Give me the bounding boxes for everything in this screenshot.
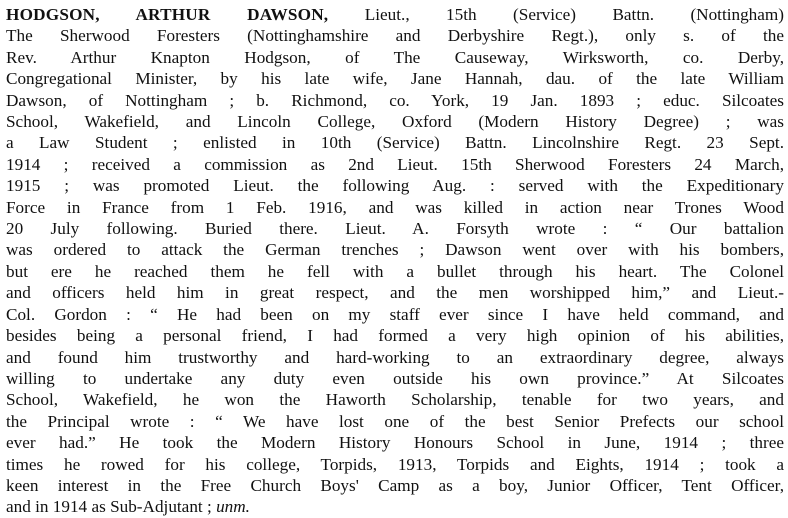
entry-line-23: keen interest in the Free Church Boys' Camp as a boy, Junior Officer, Tent Officer,	[6, 475, 784, 495]
entry-line-24	[6, 496, 784, 517]
entry-line-5: Dawson, of Nottingham ; b. Richmond, co. York, 19 Jan. 1893 ; educ. Silcoates	[6, 90, 784, 110]
entry-line-22: times he rowed for his college, Torpids, 1913, Torpids and Eights, 1914 ; took a	[6, 454, 784, 474]
entry-name: HODGSON, ARTHUR DAWSON,	[6, 5, 329, 24]
entry-line-17: and found him trustworthy and hard-working to an extraordinary degree, always	[6, 347, 784, 367]
entry-line-2: The Sherwood Foresters (Nottinghamshire and Derbyshire Regt.), only s. of the	[6, 26, 784, 46]
entry-line-21: ever had.” He took the Modern History Honours School in June, 1914 ; three	[6, 433, 784, 453]
entry-line-text: Lieut., 15th (Service) Battn. (Nottingham)	[328, 5, 784, 24]
entry-line-19: School, Wakefield, he won the Haworth Scholarship, tenable for two years, and	[6, 390, 784, 410]
entry-line-6: School, Wakefield, and Lincoln College, Oxford (Modern History Degree) ; was	[6, 112, 784, 132]
entry-line-9: 1915 ; was promoted Lieut. the following Aug. : served with the Expeditionary	[6, 176, 784, 196]
unmarried-abbreviation: unm.	[216, 497, 250, 517]
entry-line-4: Congregational Minister, by his late wife, Jane Hannah, dau. of the late William	[6, 69, 784, 89]
entry-line-15: Col. Gordon : “ He had been on my staff ever since I have held command, and	[6, 304, 784, 324]
entry-line-18: willing to undertake any duty even outside his own province.” At Silcoates	[6, 368, 784, 388]
entry-line-8: 1914 ; received a commission as 2nd Lieut. 15th Sherwood Foresters 24 March,	[6, 154, 784, 174]
entry-line-20: the Principal wrote : “ We have lost one of the best Senior Prefects our school	[6, 411, 784, 431]
entry-line-3: Rev. Arthur Knapton Hodgson, of The Causeway, Wirksworth, co. Derby,	[6, 47, 784, 67]
entry-line-11: 20 July following. Buried there. Lieut. A. Forsyth wrote : “ Our battalion	[6, 219, 784, 239]
entry-line-16: besides being a personal friend, I had formed a very high opinion of his abilities,	[6, 326, 784, 346]
entry-line-12: was ordered to attack the German trenches ; Dawson went over with his bombers,	[6, 240, 784, 260]
entry-line-10: Force in France from 1 Feb. 1916, and was killed in action near Trones Wood	[6, 197, 784, 217]
entry-line-14: and officers held him in great respect, and the men worshipped him,” and Lieut.-	[6, 283, 784, 303]
biographical-entry	[6, 4, 784, 518]
entry-line-13: but ere he reached them he fell with a bullet through his heart. The Colonel	[6, 261, 784, 281]
entry-line-7: a Law Student ; enlisted in 10th (Service) Battn. Lincolnshire Regt. 23 Sept.	[6, 133, 784, 153]
entry-line-text: and in 1914 as Sub-Adjutant ;	[6, 497, 217, 517]
entry-line-1	[6, 4, 784, 25]
